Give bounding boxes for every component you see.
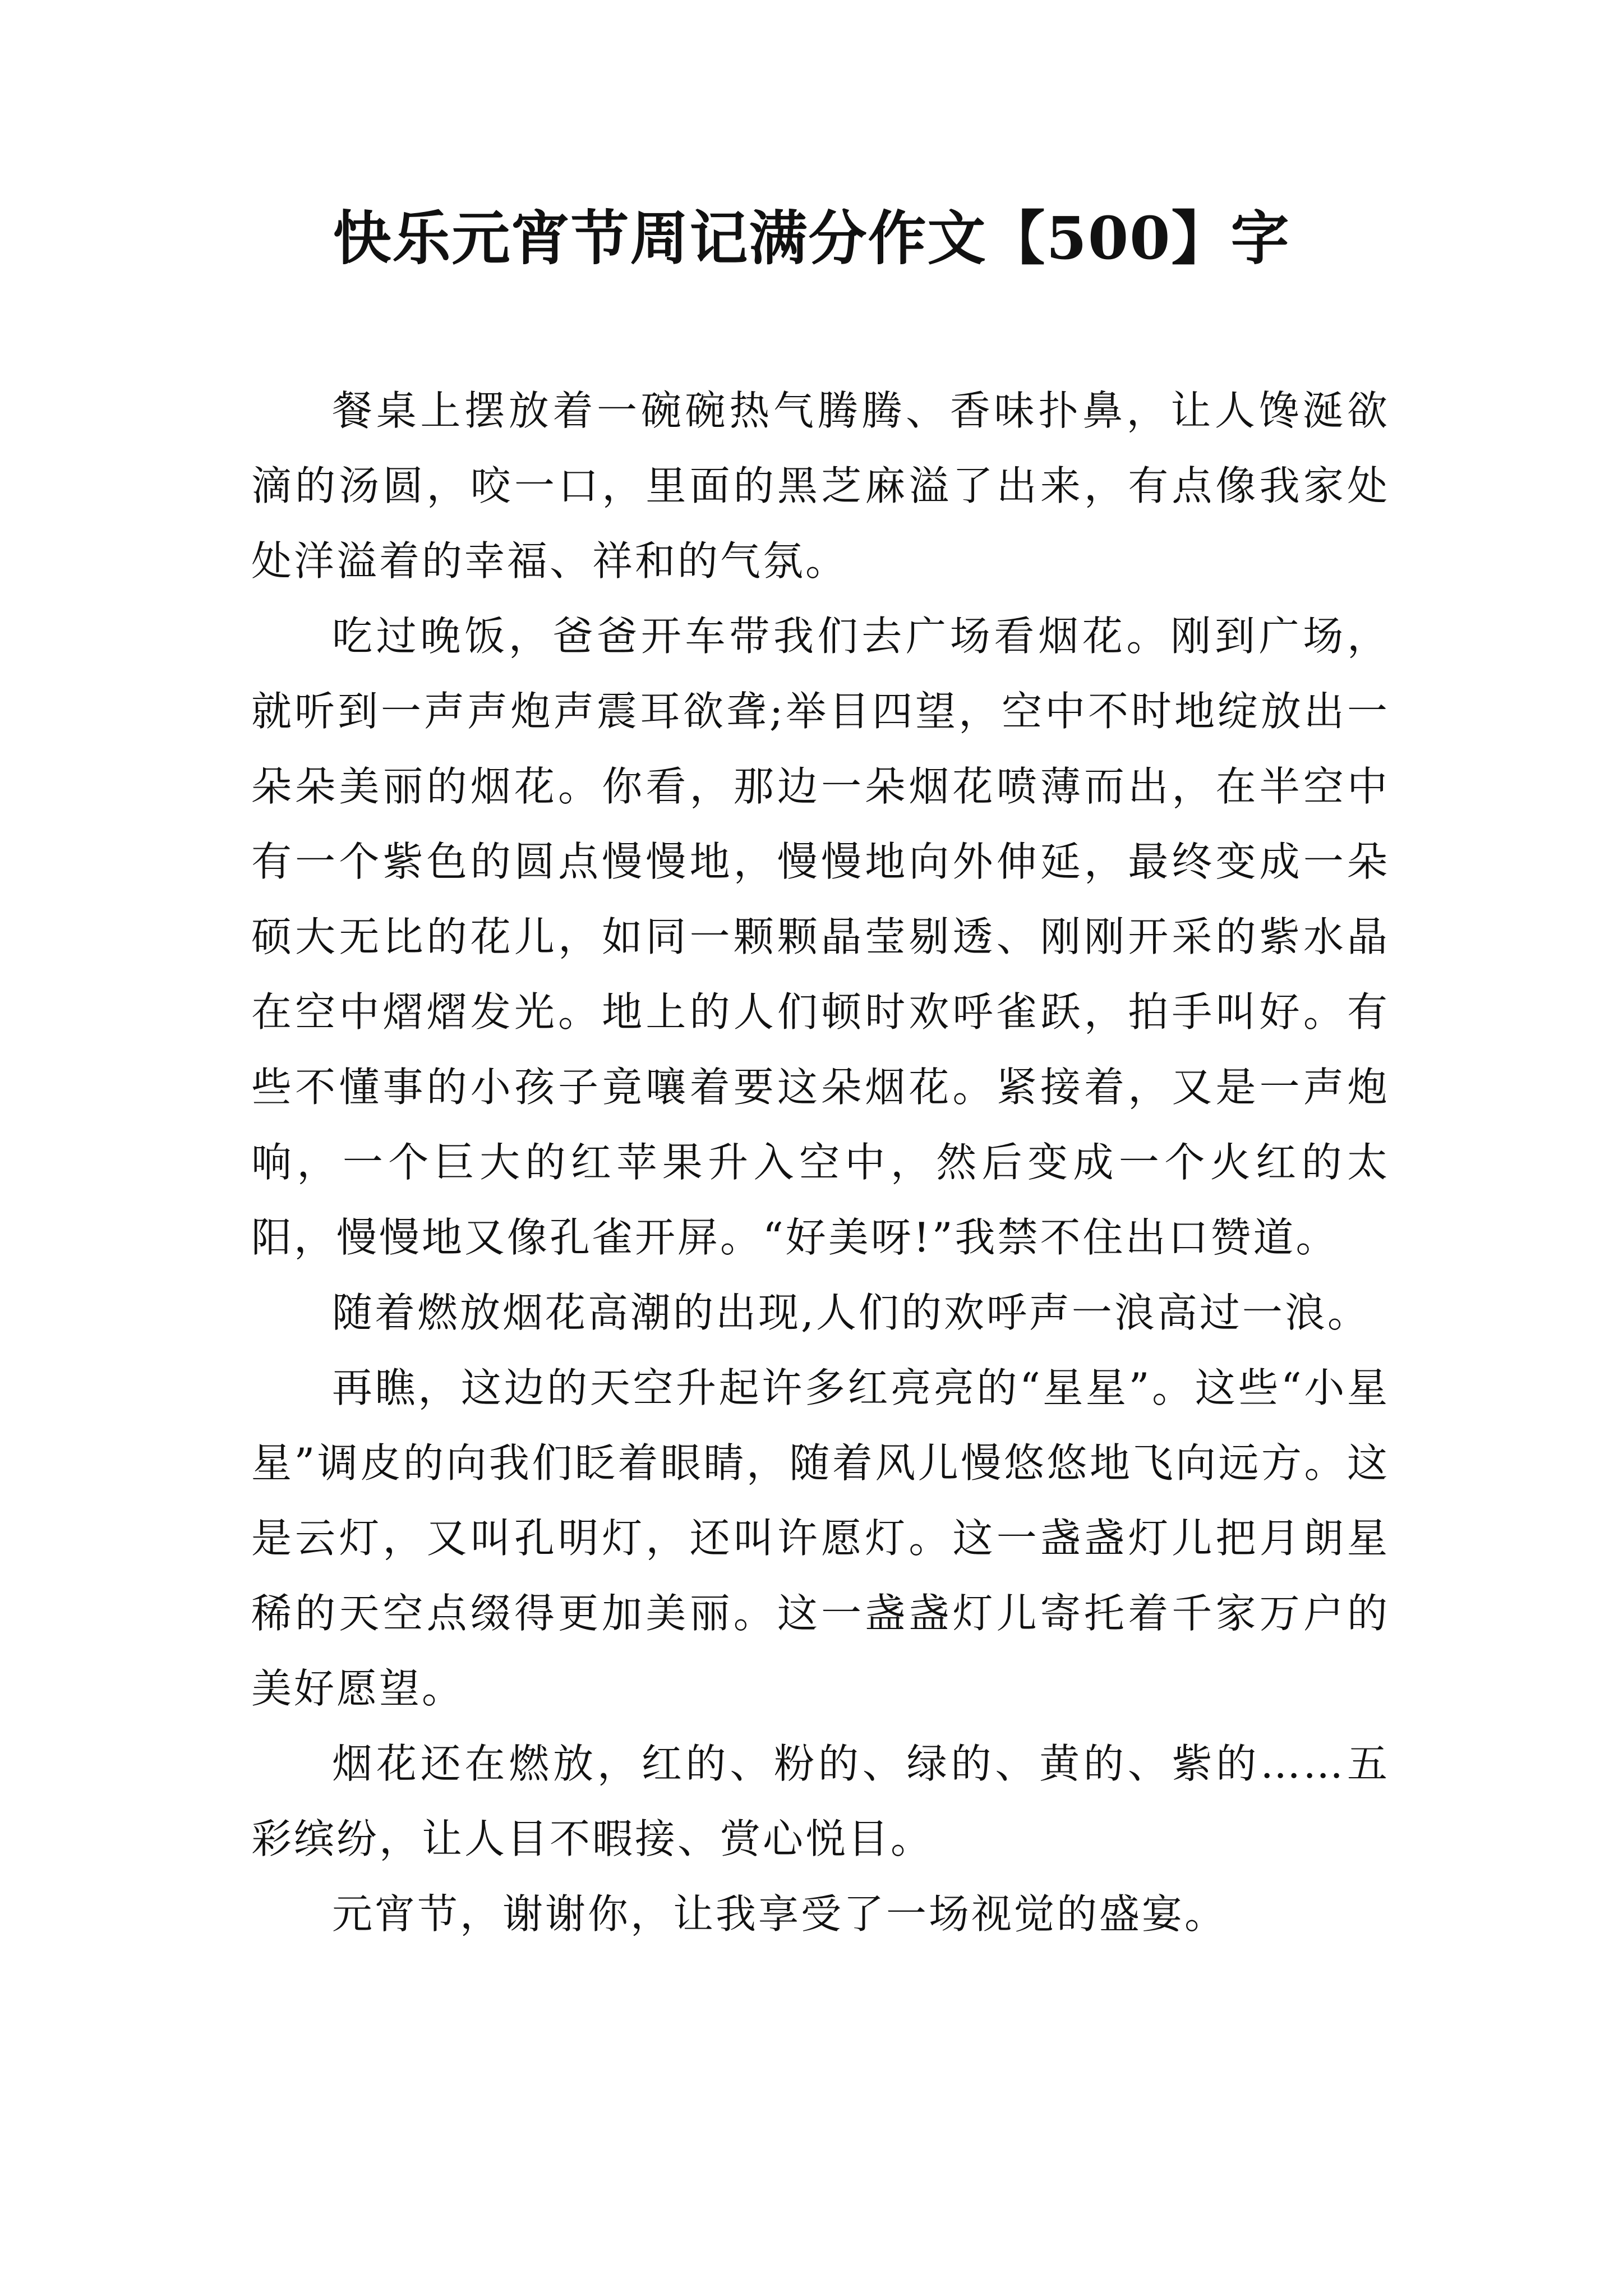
paragraph: 元宵节，谢谢你，让我享受了一场视觉的盛宴。: [332, 1890, 1228, 1938]
paragraph: 吃过晚饭，爸爸开车带我们去广场看烟花。刚到广场，就听到一声声炮声震耳欲聋;举目四望，空中不时地绽放出一朵朵美丽的烟花。你看，那边一朵烟花喷薄而出，在半空中有一个紫色的圆点慢慢地，慢慢地向外伸延，最终变成一朵硕大无比的花儿，如同一颗颗晶莹剔透、刚刚开采的紫水晶在空中熠熠发光。地上的人们顿时欢呼雀跃，拍手叫好。有些不懂事的小孩子竟嚷着要这朵烟花。紧接着，又是一声炮响，一个巨大的红苹果升入空中，然后变成一个火红的太阳，慢慢地又像孔雀开屏。“好美呀!”我禁不住出口赞道。: [251, 613, 1390, 1261]
paragraph: 烟花还在燃放，红的、粉的、绿的、黄的、紫的……五彩缤纷，让人目不暇接、赏心悦目。: [251, 1740, 1390, 1862]
paragraph: 餐桌上摆放着一碗碗热气腾腾、香味扑鼻，让人馋涎欲滴的汤圆，咬一口，里面的黑芝麻溢了出来，有点像我家处处洋溢着的幸福、祥和的气氛。: [251, 387, 1390, 585]
paragraph: 随着燃放烟花高潮的出现,人们的欢呼声一浪高过一浪。: [332, 1289, 1370, 1336]
document-title: 快乐元宵节周记满分作文【500】字: [333, 204, 1290, 273]
document-body: [251, 373, 1390, 1952]
paragraph: 再瞧，这边的天空升起许多红亮亮的“星星”。这些“小星星”调皮的向我们眨着眼睛，随着风儿慢悠悠地飞向远方。这是云灯，又叫孔明灯，还叫许愿灯。这一盏盏灯儿把月朗星稀的天空点缀得更加美丽。这一盏盏灯儿寄托着千家万户的美好愿望。: [251, 1364, 1390, 1712]
